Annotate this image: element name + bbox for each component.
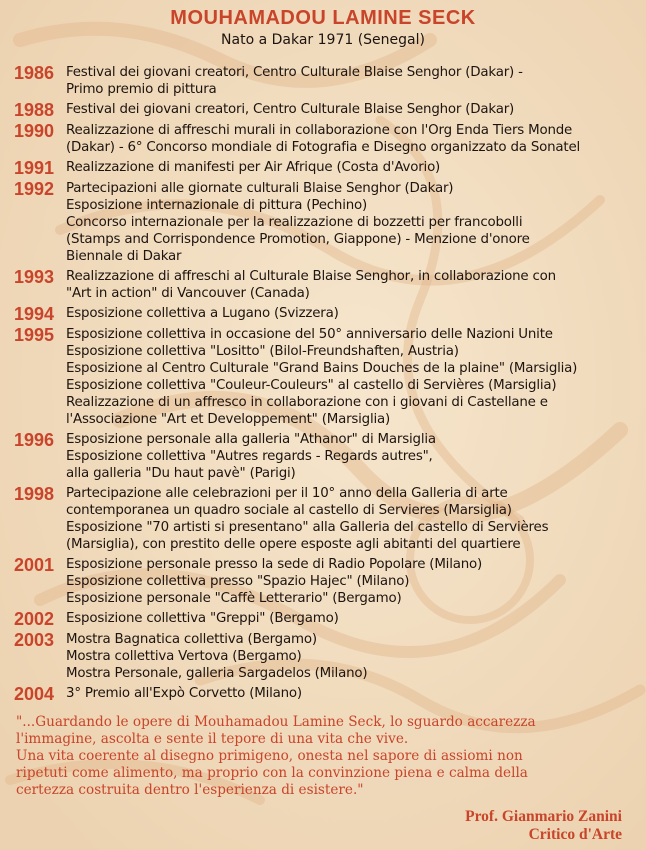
timeline-line: Esposizione collettiva "Couleur-Couleurs" al castello di Servières (Marsiglia) xyxy=(66,378,557,393)
timeline-year: 2002 xyxy=(14,609,55,629)
timeline-description xyxy=(66,556,642,607)
timeline-line: Realizzazione di affreschi murali in collaborazione con l'Org Enda Tiers Monde xyxy=(66,123,573,138)
timeline-year: 1986 xyxy=(14,63,55,83)
timeline-line: Mostra collettiva Vertova (Bergamo) xyxy=(66,649,302,664)
timeline-description xyxy=(66,685,642,703)
timeline-description xyxy=(66,101,642,119)
timeline-line: Esposizione collettiva a Lugano (Svizzera) xyxy=(66,306,339,321)
timeline-line: Esposizione collettiva "Lositto" (Bilol-Freundshaften, Austria) xyxy=(66,344,459,359)
timeline-line: "Art in action" di Vancouver (Canada) xyxy=(66,286,310,301)
timeline-line: Esposizione collettiva in occasione del 50° anniversario delle Nazioni Unite xyxy=(66,327,553,342)
timeline-line: l'Associazione "Art et Developpement" (Marsiglia) xyxy=(66,412,391,427)
timeline-line: Realizzazione di manifesti per Air Afrique (Costa d'Avorio) xyxy=(66,160,441,175)
timeline-line: contemporanea un quadro sociale al castello di Servieres (Marsiglia) xyxy=(66,503,512,518)
timeline-year: 2001 xyxy=(14,555,55,575)
timeline-description xyxy=(66,64,642,98)
timeline-line: Esposizione internazionale di pittura (Pechino) xyxy=(66,198,368,213)
timeline-line: alla galleria "Du haut pavè" (Parigi) xyxy=(66,466,296,481)
timeline-line: Partecipazione alle celebrazioni per il 10° anno della Galleria di arte xyxy=(66,486,508,501)
timeline-entry xyxy=(14,305,642,323)
timeline-description xyxy=(66,326,642,428)
timeline-line: Biennale di Dakar xyxy=(66,249,182,264)
timeline-line: (Stamps and Corrispondence Promotion, Giappone) - Menzione d'onore xyxy=(66,232,530,247)
timeline-line: (Marsiglia), con prestito delle opere esposte agli abitanti del quartiere xyxy=(66,537,521,552)
timeline-line: Esposizione "70 artisti si presentano" alla Galleria del castello di Servières xyxy=(66,520,549,535)
timeline-line: 3° Premio all'Expò Corvetto (Milano) xyxy=(66,686,302,701)
timeline-description xyxy=(66,180,642,265)
timeline-line: Primo premio di pittura xyxy=(66,82,217,97)
birth-info: Nato a Dakar 1971 (Senegal) xyxy=(221,32,425,48)
timeline-description xyxy=(66,268,642,302)
timeline-description xyxy=(66,631,642,682)
quote-line: "...Guardando le opere di Mouhamadou Lamine Seck, lo sguardo accarezza xyxy=(16,714,536,730)
exhibition-timeline xyxy=(14,64,642,706)
timeline-year: 1995 xyxy=(14,325,55,345)
timeline-line: Esposizione collettiva "Greppi" (Bergamo) xyxy=(66,611,339,626)
timeline-line: Esposizione al Centro Culturale "Grand Bains Douches de la plaine" (Marsiglia) xyxy=(66,361,578,376)
timeline-entry xyxy=(14,610,642,628)
timeline-year: 1990 xyxy=(14,121,55,141)
timeline-entry xyxy=(14,485,642,553)
timeline-line: Partecipazioni alle giornate culturali Blaise Senghor (Dakar) xyxy=(66,181,454,196)
timeline-entry xyxy=(14,326,642,428)
timeline-line: Esposizione collettiva "Autres regards - Regards autres", xyxy=(66,449,433,464)
timeline-line: (Dakar) - 6° Concorso mondiale di Fotografia e Disegno organizzato da Sonatel xyxy=(66,140,581,155)
timeline-description xyxy=(66,485,642,553)
timeline-entry xyxy=(14,64,642,98)
quote-author: Prof. Gianmario Zanini xyxy=(465,808,622,825)
timeline-line: Festival dei giovani creatori, Centro Culturale Blaise Senghor (Dakar) - xyxy=(66,65,523,80)
timeline-description xyxy=(66,305,642,323)
timeline-description xyxy=(66,122,642,156)
timeline-year: 1988 xyxy=(14,100,55,120)
timeline-description xyxy=(66,610,642,628)
timeline-line: Realizzazione di un affresco in collaborazione con i giovani di Castellane e xyxy=(66,395,548,410)
quote-line: l'immagine, ascolta e sente il tepore di una vita che vive. xyxy=(16,731,409,747)
timeline-year: 2003 xyxy=(14,630,55,650)
timeline-line: Mostra Bagnatica collettiva (Bergamo) xyxy=(66,632,317,647)
timeline-year: 1996 xyxy=(14,430,55,450)
timeline-year: 1992 xyxy=(14,179,55,199)
timeline-year: 1993 xyxy=(14,267,55,287)
artist-name: MOUHAMADOU LAMINE SECK xyxy=(170,7,476,29)
quote-line: ripetuti come alimento, ma proprio con la convinzione piena e calma della xyxy=(16,765,528,781)
timeline-year: 1998 xyxy=(14,484,55,504)
quote-signature xyxy=(465,808,622,844)
quote-line: Una vita coerente al disegno primigeno, onesta nel sapore di assiomi non xyxy=(16,748,523,764)
timeline-line: Realizzazione di affreschi al Culturale Blaise Senghor, in collaborazione con xyxy=(66,269,556,284)
timeline-description xyxy=(66,159,642,177)
quote-line: certezza costruita dentro l'esperienza di esistere." xyxy=(16,782,364,798)
timeline-entry xyxy=(14,268,642,302)
timeline-year: 1991 xyxy=(14,158,55,178)
timeline-line: Esposizione personale presso la sede di Radio Popolare (Milano) xyxy=(66,557,483,572)
quote-author-role: Critico d'Arte xyxy=(528,826,622,843)
timeline-entry xyxy=(14,556,642,607)
timeline-entry xyxy=(14,159,642,177)
timeline-entry xyxy=(14,685,642,703)
timeline-year: 2004 xyxy=(14,684,55,704)
timeline-line: Esposizione personale alla galleria "Athanor" di Marsiglia xyxy=(66,432,436,447)
timeline-entry xyxy=(14,431,642,482)
timeline-entry xyxy=(14,180,642,265)
timeline-line: Esposizione collettiva presso "Spazio Hajec" (Milano) xyxy=(66,574,410,589)
timeline-entry xyxy=(14,101,642,119)
timeline-entry xyxy=(14,122,642,156)
timeline-line: Concorso internazionale per la realizzazione di bozzetti per francobolli xyxy=(66,215,523,230)
timeline-description xyxy=(66,431,642,482)
timeline-line: Mostra Personale, galleria Sargadelos (Milano) xyxy=(66,666,368,681)
timeline-entry xyxy=(14,631,642,682)
critic-quote xyxy=(16,714,628,799)
timeline-line: Esposizione personale "Caffè Letterario" (Bergamo) xyxy=(66,591,402,606)
timeline-line: Festival dei giovani creatori, Centro Culturale Blaise Senghor (Dakar) xyxy=(66,102,515,117)
timeline-year: 1994 xyxy=(14,304,55,324)
